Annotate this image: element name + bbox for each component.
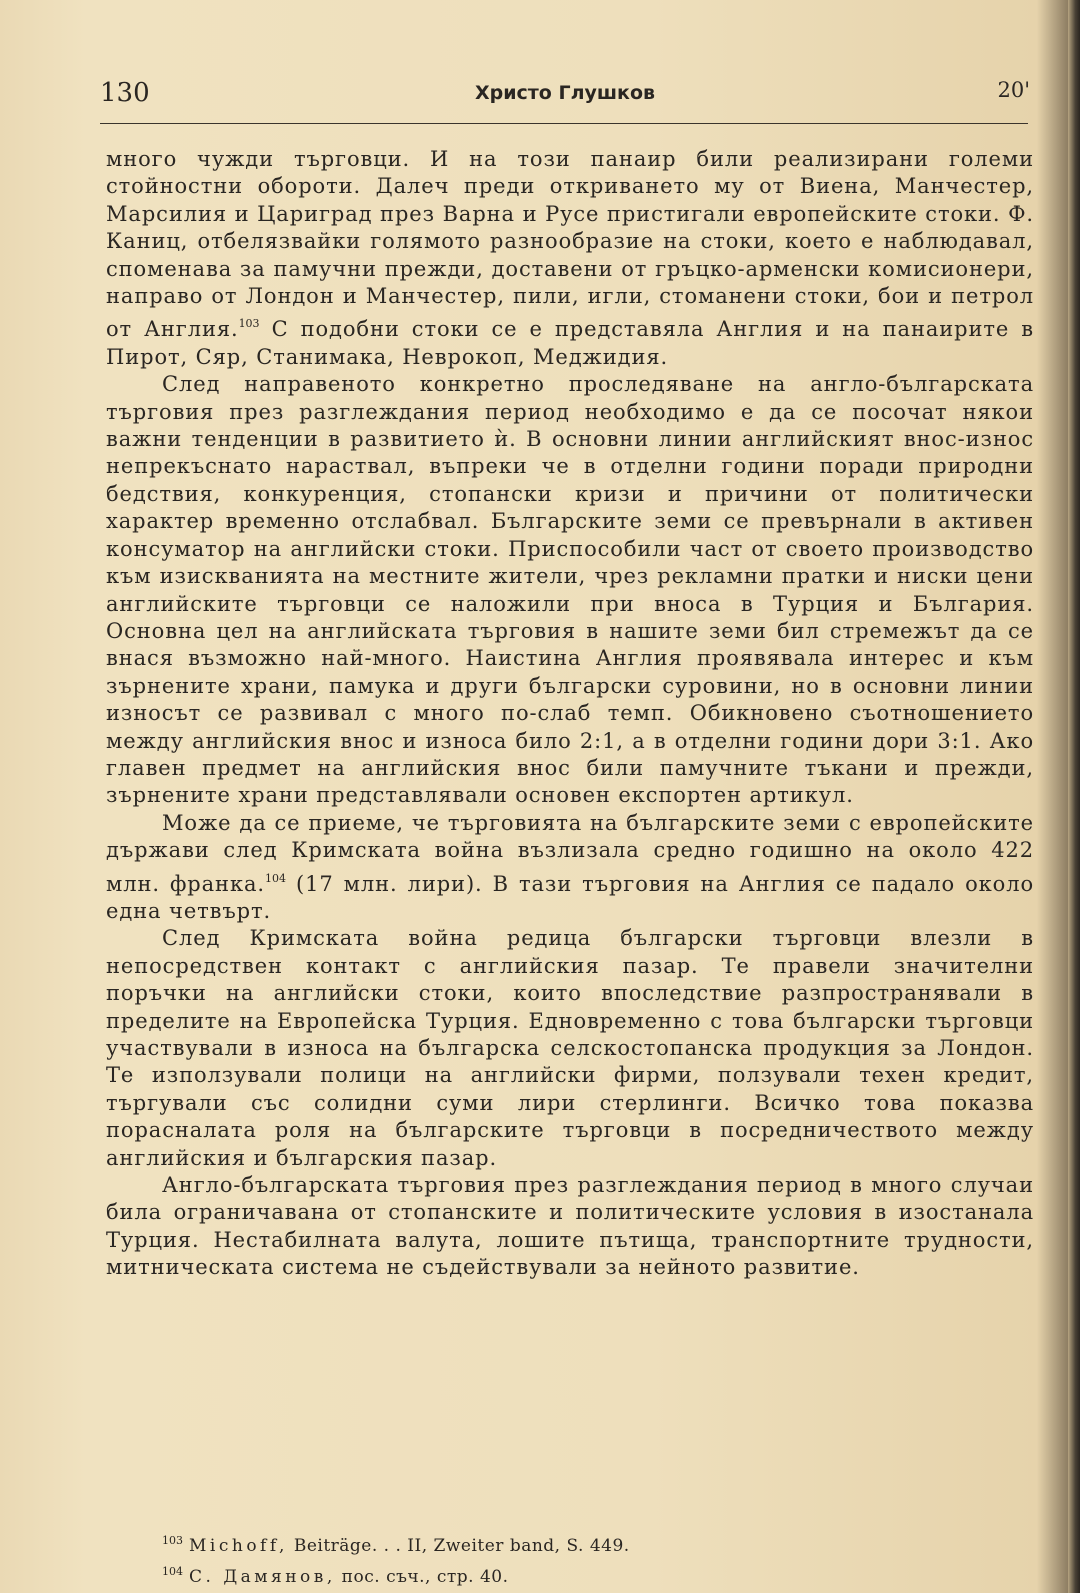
footnote-text: Beiträge. . . II, Zweiter band, S. 449. (293, 1536, 630, 1556)
footnotes (162, 1528, 1032, 1590)
running-title: Христо Глушков (474, 82, 656, 104)
footnote-author: Michoff, (189, 1536, 288, 1556)
paragraph (106, 371, 1034, 810)
page-edge-shadow (1068, 0, 1080, 1593)
paragraph-text: много чужди търговци. И на този панаир били реализирани големи стойностни обороти. Далеч преди откриването му от Виена, Манчестер, Марсилия и Цариград през Варна и Русе пристигали европейските стоки. Ф. Каниц, отбелязвайки голямото разнообразие на стоки, което е наблюдавал, споменава за памучни прежди, доставени от гръцко-арменски комисионери, направо от Лондон и Манчестер, пили, игли, стоманени стоки, бои и петрол от Англия. (106, 147, 1034, 342)
footnote (162, 1528, 1032, 1559)
body-text (106, 146, 1034, 1282)
running-header (100, 78, 1030, 118)
paragraph (106, 810, 1034, 926)
footnote-author: С. Дамянов, (189, 1567, 336, 1587)
paragraph-text: Англо-българската търговия през разглеждания период в много случаи била ограничавана от стопанските и политическите условия в изостанала Турция. Нестабилната валута, лошите пътища, транспортните трудности, митническата система не съдействували за нейното развитие. (106, 1173, 1034, 1280)
paragraph-text-continued: С подобни стоки се е представяла Англия и на панаирите в Пирот, Сяр, Станимака, Неврокоп, Меджидия. (106, 317, 1035, 369)
sheet-mark: 20' (997, 78, 1030, 102)
footnote-reference: 103 (238, 317, 260, 331)
paragraph (106, 1172, 1034, 1282)
page-number: 130 (100, 78, 150, 108)
footnote-mark: 104 (162, 1565, 183, 1578)
footnote-reference: 104 (264, 871, 286, 885)
footnote (162, 1559, 1032, 1590)
footnote-text: пос. съч., стр. 40. (341, 1567, 509, 1587)
paragraph-text: Може да се приеме, че търговията на българските земи с европейските държави след Кримската война възлизала средно годишно на около 422 млн. франка. (106, 810, 1034, 896)
paragraph (106, 146, 1034, 371)
paragraph-text: След направеното конкретно проследяване на англо-българската търговия през разглеждания период необходимо е да се посочат някои важни тенденции в развитието ѝ. В основни линии английският внос-износ непрекъснато нараствал, въпреки че в отделни години поради природни бедствия, конкуренция, стопански кризи и причини от политически характер временно отслабвал. Българските земи се превърнали в активен консуматор на английски стоки. Приспособили част от своето производство към изискванията на местните жители, чрез рекламни пратки и ниски цени английските търговци се наложили при вноса в Турция и България. Основна цел на английската търговия в нашите земи бил стремежът да се внася възможно най-много. Наистина Англия проявявала интерес и към зърнените храни, памука и други български суровини, но в основни линии износът се развивал с много по-слаб темп. Обикновено съотношението между английския внос и износа било 2:1, а в отделни години дори 3:1. Ако главен предмет на английския внос били памучните тъкани и прежди, зърнените храни представлявали основен експортен артикул. (106, 372, 1034, 808)
paragraph-text: След Кримската война редица български търговци влезли в непосредствен контакт с английския пазар. Те правели значителни поръчки на английски стоки, които впоследствие разпространявали в пределите на Европейска Турция. Едновременно с това български търговци участвували в износа на българска селскостопанска продукция за Лондон. Те използували полици на английски фирми, ползували техен кредит, търгували със солидни суми лири стерлинги. Всичко това показва порасналата роля на българските търговци в посредничеството между английския и българския пазар. (106, 926, 1034, 1170)
header-rule (100, 123, 1028, 124)
paragraph-text-continued: (17 млн. лири). В тази търговия на Англия се падало около една четвърт. (106, 871, 1034, 923)
footnote-mark: 103 (162, 1534, 183, 1547)
paragraph (106, 925, 1034, 1172)
